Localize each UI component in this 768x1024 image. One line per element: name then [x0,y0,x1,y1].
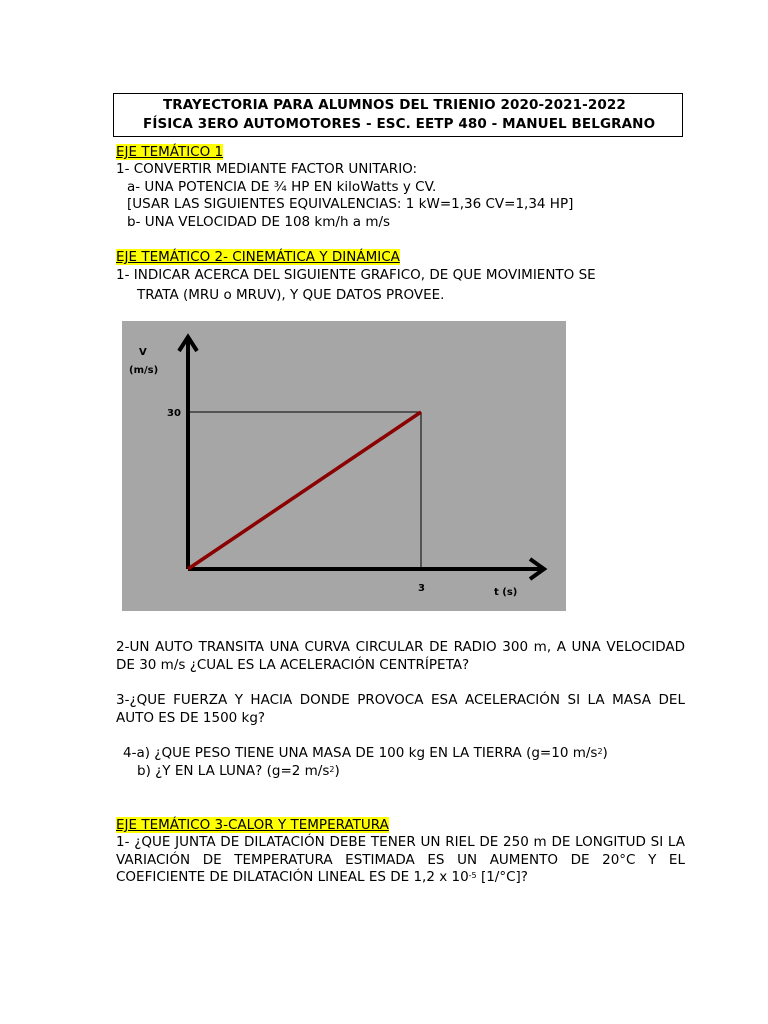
y-tick-label: 30 [167,408,181,419]
x-axis-label: t (s) [494,587,518,598]
section2-title: EJE TEMÁTICO 2- CINEMÁTICA Y DINÁMICA [116,249,400,265]
section2-question1-line2: TRATA (MRU o MRUV), Y QUE DATOS PROVEE. [137,287,445,303]
header-title-line1: TRAYECTORIA PARA ALUMNOS DEL TRIENIO 2020-2021-2022 [163,97,626,113]
y-axis-label-unit: (m/s) [129,365,159,376]
section1-question1a: a- UNA POTENCIA DE ¾ HP EN kiloWatts y CV. [127,179,437,195]
x-tick-label: 3 [418,583,425,594]
header-title-line2: FÍSICA 3ERO AUTOMOTORES - ESC. EETP 480 - MANUEL BELGRANO [143,116,656,132]
section1-question1: 1- CONVERTIR MEDIANTE FACTOR UNITARIO: [116,161,418,177]
section3-title: EJE TEMÁTICO 3-CALOR Y TEMPERATURA [116,817,389,833]
section1-question1b: b- UNA VELOCIDAD DE 108 km/h a m/s [127,214,391,230]
section2-question4a: 4-a) ¿QUE PESO TIENE UNA MASA DE 100 kg EN LA TIERRA (g=10 $m/s^2$) [123,745,608,761]
section1-title: EJE TEMÁTICO 1 [116,144,224,160]
section2-question2: 2-UN AUTO TRANSITA UNA CURVA CIRCULAR DE RADIO 300 m, A UNA VELOCIDAD DE 30 m/s ¿CUAL ES LA ACELERACIÓN CENTRÍPETA? [116,639,685,673]
y-axis-label-v: V [139,347,147,358]
section3-question1: 1- ¿QUE JUNTA DE DILATACIÓN DEBE TENER UN RIEL DE 250 m DE LONGITUD SI LA VARIACIÓN DE TEMPERATURA ESTIMADA ES UN AUMENTO DE 20°C Y EL COEFICIENTE DE DILATACIÓN LINEAL ES DE 1,2 x $10^{-5}$ [1/°C]? [116,834,685,885]
section2-question4b: b) ¿Y EN LA LUNA? (g=2 $m/s^2$) [137,763,340,779]
section1-equivalences-note: [USAR LAS SIGUIENTES EQUIVALENCIAS: 1 kW=1,36 CV=1,34 HP] [127,196,574,212]
velocity-time-chart [122,321,566,611]
section2-question3: 3-¿QUE FUERZA Y HACIA DONDE PROVOCA ESA ACELERACIÓN SI LA MASA DEL AUTO ES DE 1500 kg? [116,692,685,726]
section2-question1-line1: 1- INDICAR ACERCA DEL SIGUIENTE GRAFICO, DE QUE MOVIMIENTO SE [116,267,596,283]
